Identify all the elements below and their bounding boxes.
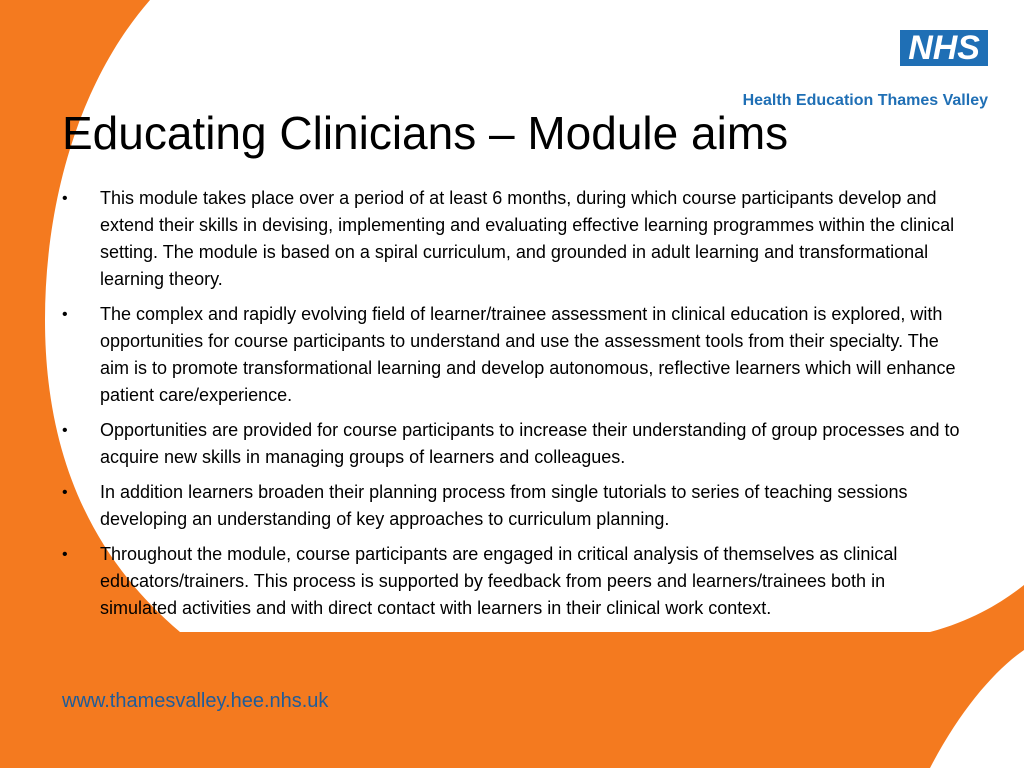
bullet-item <box>62 301 962 409</box>
bullet-text: This module takes place over a period of at least 6 months, during which course participants develop and extend their skills in devising, implementing and evaluating effective learning programmes within the clinical setting. The module is based on a spiral curriculum, and grounded in adult learning and transformational learning theory. <box>100 188 955 289</box>
bullet-marker: • <box>62 190 68 207</box>
bullet-list <box>62 185 962 630</box>
organization-name: Health Education Thames Valley <box>742 92 988 109</box>
bullet-marker: • <box>62 422 68 439</box>
bullet-item <box>62 417 962 471</box>
bullet-marker: • <box>62 484 68 501</box>
bullet-marker: • <box>62 306 68 323</box>
bullet-text: Throughout the module, course participants are engaged in critical analysis of themselves as clinical educators/trainers. This process is supported by feedback from peers and learners/trainees both in simulated activities and with direct contact with learners in their clinical work context. <box>100 544 898 618</box>
slide-title: Educating Clinicians – Module aims <box>62 107 789 159</box>
bullet-text: The complex and rapidly evolving field of learner/trainee assessment in clinical education is explored, with opportunities for course participants to understand and use the assessment tools from their specialty. The aim is to promote transformational learning and develop autonomous, reflective learners which will enhance patient care/experience. <box>100 304 956 405</box>
bullet-text: In addition learners broaden their planning process from single tutorials to series of teaching sessions developing an understanding of key approaches to curriculum planning. <box>100 482 908 529</box>
bullet-marker: • <box>62 546 68 563</box>
bullet-text: Opportunities are provided for course participants to increase their understanding of group processes and to acquire new skills in managing groups of learners and colleagues. <box>100 420 960 467</box>
footer-website-link[interactable]: www.thamesvalley.hee.nhs.uk <box>62 690 329 712</box>
bullet-item <box>62 541 962 622</box>
nhs-badge: NHS <box>900 30 988 66</box>
bullet-item <box>62 185 962 293</box>
nhs-logo <box>743 30 988 110</box>
bullet-item <box>62 479 962 533</box>
